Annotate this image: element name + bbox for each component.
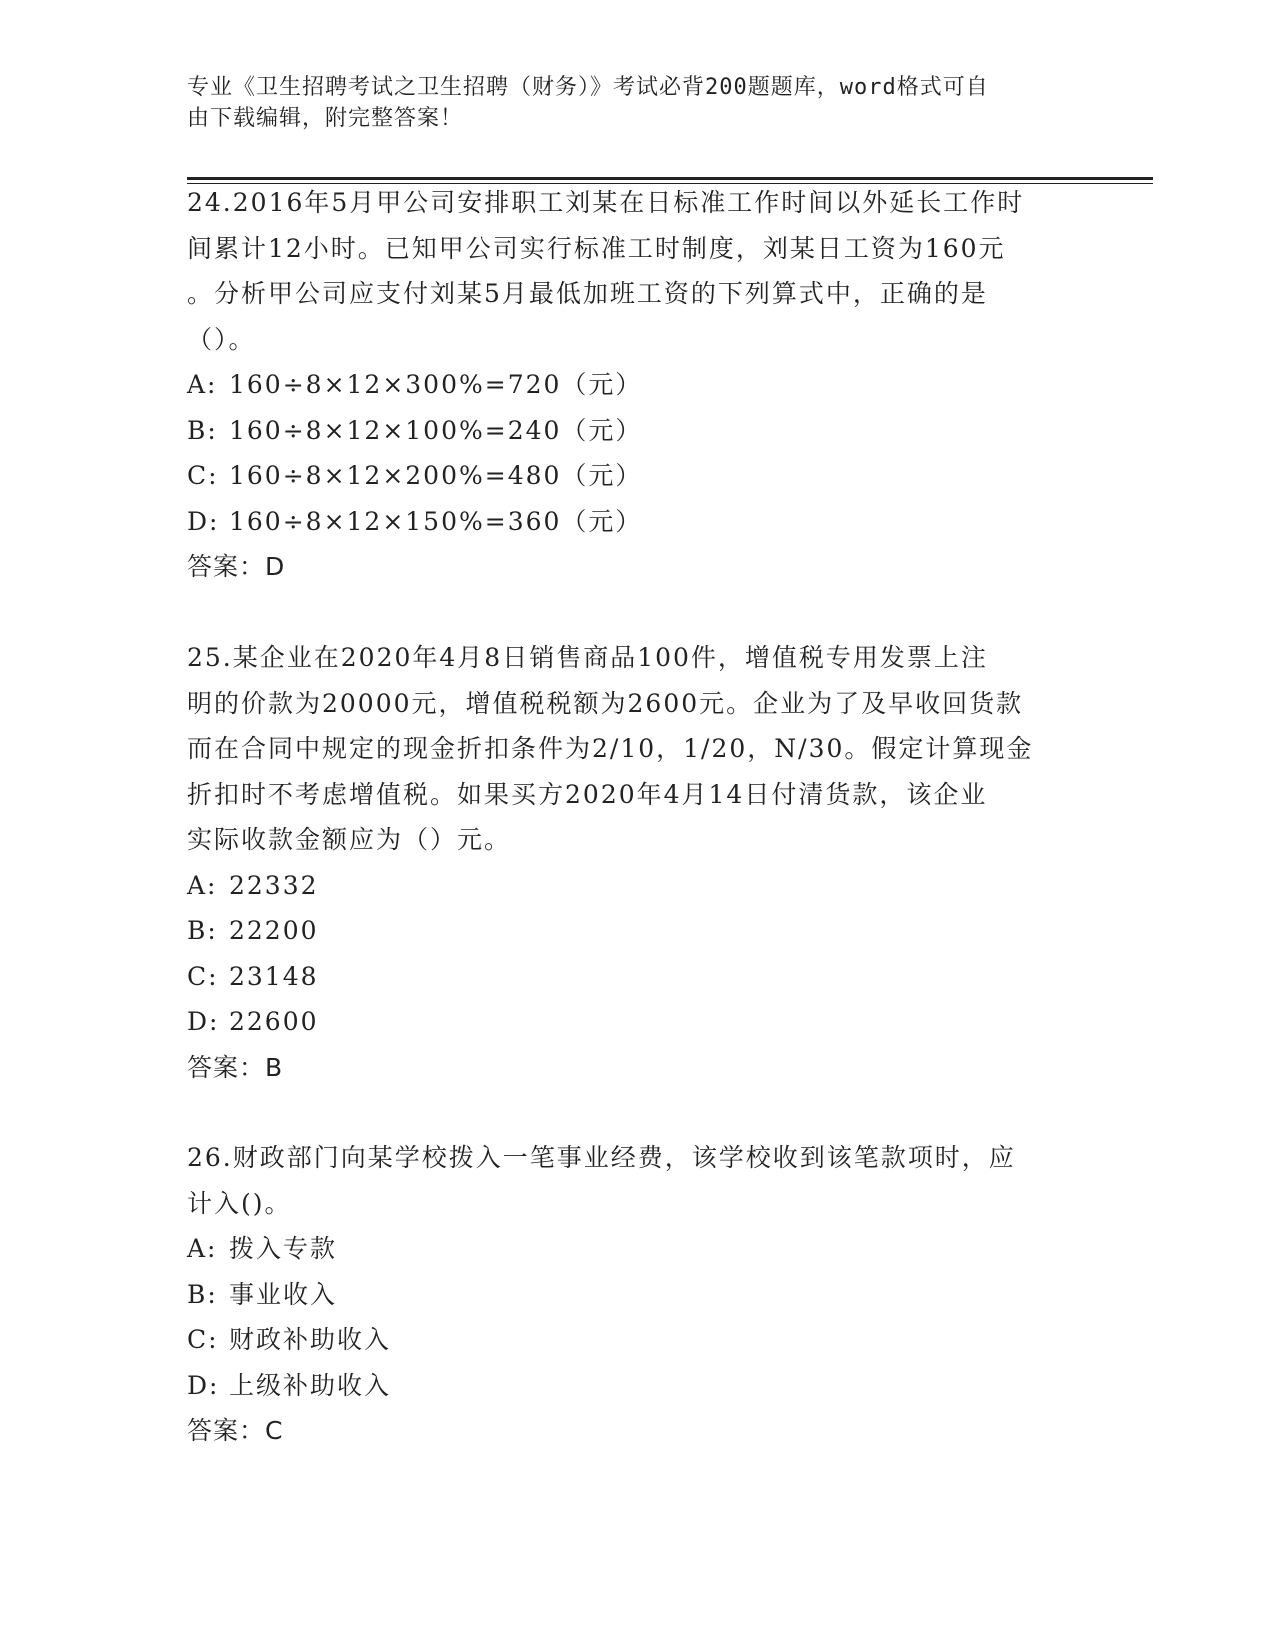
option-c	[187, 954, 1087, 1000]
option-label: C:	[187, 1325, 219, 1354]
option-label: B:	[187, 1279, 218, 1309]
answer-line: 答案：D	[187, 552, 286, 581]
option-a	[187, 362, 1087, 408]
question-24	[187, 180, 1087, 590]
option-label: A:	[187, 1234, 218, 1263]
question-text: 25.某企业在2020年4月8日销售商品100件，增值税专用发票上注 明的价款为20000元，增值税税额为2600元。企业为了及早收回货款 而在合同中规定的现金折扣条件为2/10，1/20，N/30。假定计算现金 折扣时不考虑增值税。如果买方2020年4月14日付清货款，该企业 实际收款金额应为（）元。	[187, 643, 1034, 854]
option-text: 财政补助收入	[229, 1325, 392, 1354]
document-header: 专业《卫生招聘考试之卫生招聘（财务）》考试必背200题题库，word格式可自 由下载编辑，附完整答案！	[187, 75, 989, 131]
answer-line: 答案：B	[187, 1052, 284, 1082]
option-c	[187, 453, 1087, 499]
option-text: 23148	[229, 961, 319, 991]
option-d	[187, 499, 1087, 545]
option-text: 22332	[229, 870, 319, 900]
question-text: 24.2016年5月甲公司安排职工刘某在日标准工作时间以外延长工作时 间累计12小时。已知甲公司实行标准工时制度，刘某日工资为160元 。分析甲公司应支付刘某5月最低加班工资的下列算式中，正确的是 （）。	[187, 188, 1025, 354]
option-d	[187, 1363, 1087, 1409]
option-label: B:	[187, 916, 218, 945]
option-text: 160÷8×12×100%=240（元）	[229, 415, 643, 445]
option-label: D:	[187, 1007, 220, 1036]
option-label: D:	[187, 506, 220, 536]
option-b	[187, 908, 1087, 954]
option-c	[187, 1317, 1087, 1363]
option-text: 160÷8×12×200%=480（元）	[229, 461, 643, 490]
option-label: C:	[187, 461, 219, 490]
option-d	[187, 999, 1087, 1045]
option-text: 拨入专款	[229, 1234, 338, 1263]
question-text: 26.财政部门向某学校拨入一笔事业经费，该学校收到该笔款项时，应 计入()。	[187, 1143, 1016, 1218]
question-26	[187, 1135, 1087, 1454]
option-label: A:	[187, 870, 218, 900]
option-label: D:	[187, 1370, 220, 1400]
option-a	[187, 1226, 1087, 1272]
option-text: 22200	[229, 916, 319, 945]
option-text: 160÷8×12×300%=720（元）	[229, 370, 643, 399]
option-text: 事业收入	[229, 1279, 338, 1309]
option-a	[187, 863, 1087, 909]
option-label: A:	[187, 370, 218, 399]
option-b	[187, 1272, 1087, 1318]
option-label: C:	[187, 961, 219, 991]
question-25	[187, 635, 1087, 1090]
option-text: 上级补助收入	[229, 1370, 392, 1400]
option-b	[187, 408, 1087, 454]
option-label: B:	[187, 415, 218, 445]
option-text: 22600	[229, 1007, 319, 1036]
option-text: 160÷8×12×150%=360（元）	[229, 506, 643, 536]
answer-line: 答案：C	[187, 1416, 284, 1445]
